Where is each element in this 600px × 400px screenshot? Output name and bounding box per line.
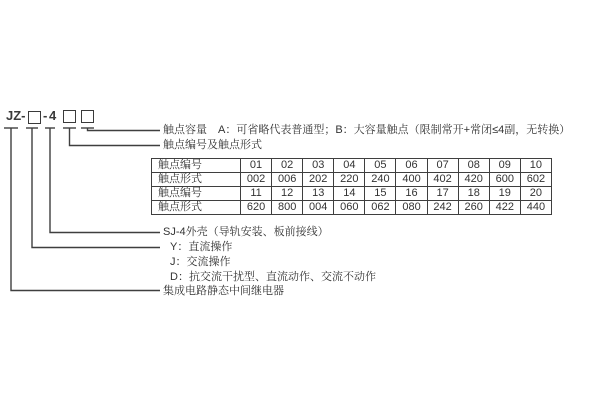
table-cell: 202 [303,173,334,187]
table-row-label: 触点形式 [152,201,241,215]
table-cell: 12 [272,187,303,201]
callout-contact-number-and-form: 触点编号及触点形式 [163,139,262,151]
table-cell: 002 [241,173,272,187]
table-cell: 220 [334,173,365,187]
callout-contact-capacity: 触点容量 A：可省略代表普通型；B：大容量触点（限制常开+常闭≤4副，无转换） [163,124,571,136]
table-cell: 13 [303,187,334,201]
table-cell: 19 [489,187,520,201]
table-cell: 004 [303,201,334,215]
contact-code-table [151,158,552,215]
placeholder-box-contact-code [63,110,76,123]
table-cell: 17 [427,187,458,201]
table-cell: 08 [458,159,489,173]
table-cell: 440 [520,201,551,215]
table-cell: 602 [520,173,551,187]
callout-option-j: J：交流操作 [170,256,231,268]
model-prefix: JZ- [6,108,26,123]
placeholder-box-operation [28,111,41,124]
placeholder-box-capacity [81,110,94,123]
table-cell: 006 [272,173,303,187]
model-separator: - [43,108,48,123]
table-cell: 060 [334,201,365,215]
table-cell: 080 [396,201,427,215]
table-cell: 18 [458,187,489,201]
table-row-label: 触点形式 [152,173,241,187]
table-cell: 260 [458,201,489,215]
table-cell: 240 [365,173,396,187]
table-cell: 04 [334,159,365,173]
table-row [152,159,552,173]
table-cell: 14 [334,187,365,201]
table-row-label: 触点编号 [152,187,241,201]
callout-product-name: 集成电路静态中间继电器 [163,285,284,297]
table-cell: 062 [365,201,396,215]
table-cell: 06 [396,159,427,173]
table-cell: 01 [241,159,272,173]
table-cell: 10 [520,159,551,173]
table-cell: 15 [365,187,396,201]
table-cell: 05 [365,159,396,173]
table-cell: 11 [241,187,272,201]
table-row [152,201,552,215]
callout-case-type: SJ-4外壳（导轨安装、板前接线） [163,226,329,238]
table-cell: 02 [272,159,303,173]
table-cell: 03 [303,159,334,173]
table-cell: 420 [458,173,489,187]
table-cell: 402 [427,173,458,187]
callout-option-d: D：抗交流干扰型、直流动作、交流不动作 [170,271,376,283]
model-case-size: 4 [49,108,57,123]
table-cell: 07 [427,159,458,173]
table-row [152,187,552,201]
table-cell: 620 [241,201,272,215]
contact-code-table-body [152,159,552,215]
table-cell: 422 [489,201,520,215]
table-cell: 09 [489,159,520,173]
table-cell: 600 [489,173,520,187]
table-cell: 16 [396,187,427,201]
table-cell: 400 [396,173,427,187]
table-cell: 20 [520,187,551,201]
table-row [152,173,552,187]
callout-option-y: Y：直流操作 [170,241,233,253]
table-cell: 800 [272,201,303,215]
table-cell: 242 [427,201,458,215]
table-row-label: 触点编号 [152,159,241,173]
